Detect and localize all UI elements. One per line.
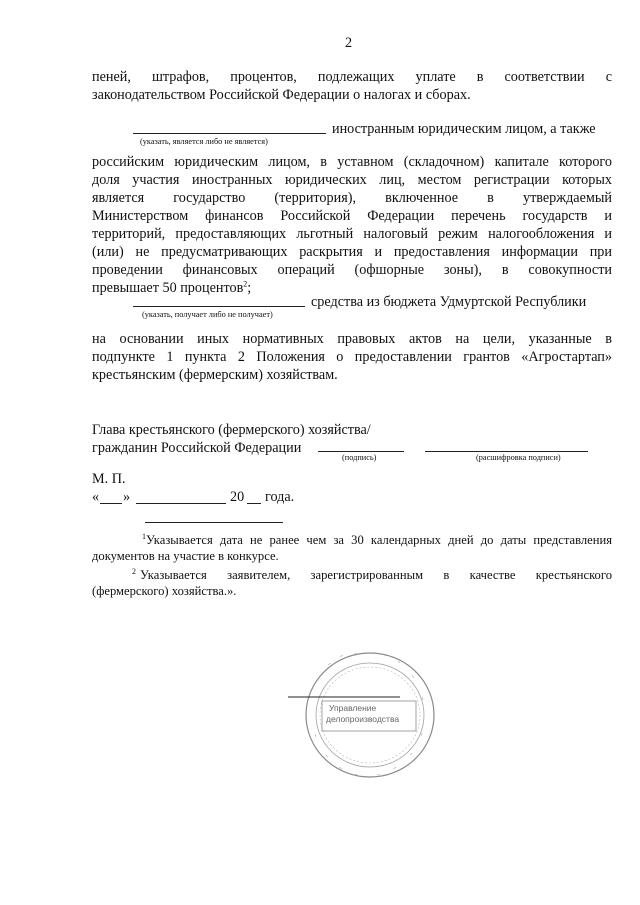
intro-line-2: законодательством Российской Федерации о налогах и сборах. — [92, 87, 471, 103]
date-year-prefix: 20 — [230, 489, 245, 505]
date-line — [92, 488, 352, 508]
footnote-1-line-2: документов на участие в конкурсе. — [92, 549, 279, 563]
foreign-status-hint: (указать, является либо не является) — [140, 137, 268, 146]
date-quote-open: « — [92, 489, 100, 505]
signature-hint: (подпись) — [342, 453, 377, 462]
footnote-2-text-1: Указывается заявителем, зарегистрированным в качестве крестьянского — [140, 568, 612, 582]
budget-text: средства из бюджета Удмуртской Республики — [311, 294, 587, 310]
paragraph-offshore-line: является государство (территория), включенное в утверждаемый — [92, 190, 612, 206]
date-year-suffix: года. — [265, 489, 295, 505]
footnote-2-line-2: (фермерского) хозяйства.». — [92, 584, 237, 598]
paragraph-offshore-line: (или) не предусматривающих раскрытия и предоставления информации при — [92, 244, 612, 260]
paragraph-offshore — [92, 153, 612, 297]
footnote-ref-2: 2 — [243, 279, 248, 289]
paragraph-offshore-last-text: превышает 50 процентов — [92, 280, 244, 296]
paragraph-basis — [92, 330, 612, 384]
signature-blank — [318, 451, 404, 452]
stamp-place-label: М. П. — [92, 471, 126, 487]
stamp-text-2: делопроизводства — [326, 714, 400, 724]
paragraph-offshore-line: российским юридическим лицом, в уставном (складочном) капитале которого — [92, 154, 612, 170]
page-number: 2 — [345, 35, 353, 51]
date-month-blank — [136, 503, 226, 504]
signature-decode-hint: (расшифровка подписи) — [476, 453, 561, 462]
paragraph-basis-last-line: крестьянским (фермерским) хозяйствам. — [92, 367, 338, 383]
foreign-status-blank — [133, 133, 326, 134]
footnote-1-text-1: Указывается дата не ранее чем за 30 календарных дней до даты представления — [146, 533, 612, 547]
paragraph-offshore-line: территорий, предоставляющих льготный налоговый режим налогообложения и — [92, 226, 612, 242]
foreign-entity-text: иностранным юридическим лицом, а также — [332, 121, 596, 137]
paragraph-offshore-line: проведении финансовых операций (офшорные зоны), в совокупности — [92, 262, 612, 278]
paragraph-basis-line: на основании иных нормативных правовых актов на цели, указанные в — [92, 331, 612, 347]
footnote-1 — [92, 532, 612, 564]
stamp-text-1: Управление — [329, 703, 377, 713]
intro-line-1: пеней, штрафов, процентов, подлежащих уплате в соответствии с — [92, 69, 612, 85]
date-year-blank — [247, 503, 261, 504]
footnote-separator — [145, 522, 283, 523]
date-day-blank — [100, 503, 122, 504]
footnote-1-line-1: 1 Указывается дата не ранее чем за 30 календарных дней до даты представления — [142, 532, 612, 547]
budget-status-hint: (указать, получает либо не получает) — [142, 310, 273, 319]
official-stamp — [288, 645, 438, 785]
signature-decode-blank — [425, 451, 588, 452]
date-quote-close: » — [123, 489, 131, 505]
footnote-2 — [92, 567, 612, 599]
budget-status-blank — [133, 306, 305, 307]
footnote-2-line-1: 2 Указывается заявителем, зарегистрированным в качестве крестьянского — [132, 567, 612, 582]
signature-title-line-2: гражданин Российской Федерации — [92, 440, 302, 456]
signature-title-line-1: Глава крестьянского (фермерского) хозяйства/ — [92, 422, 371, 438]
paragraph-basis-line: подпункте 1 пункта 2 Положения о предоставлении грантов «Агростартап» — [92, 349, 612, 365]
paragraph-offshore-line: Министерством финансов Российской Федерации перечень государств и — [92, 208, 612, 224]
paragraph-offshore-end: ; — [247, 280, 252, 296]
paragraph-offshore-line: доля участия иностранных юридических лиц, местом регистрации которых — [92, 172, 612, 188]
